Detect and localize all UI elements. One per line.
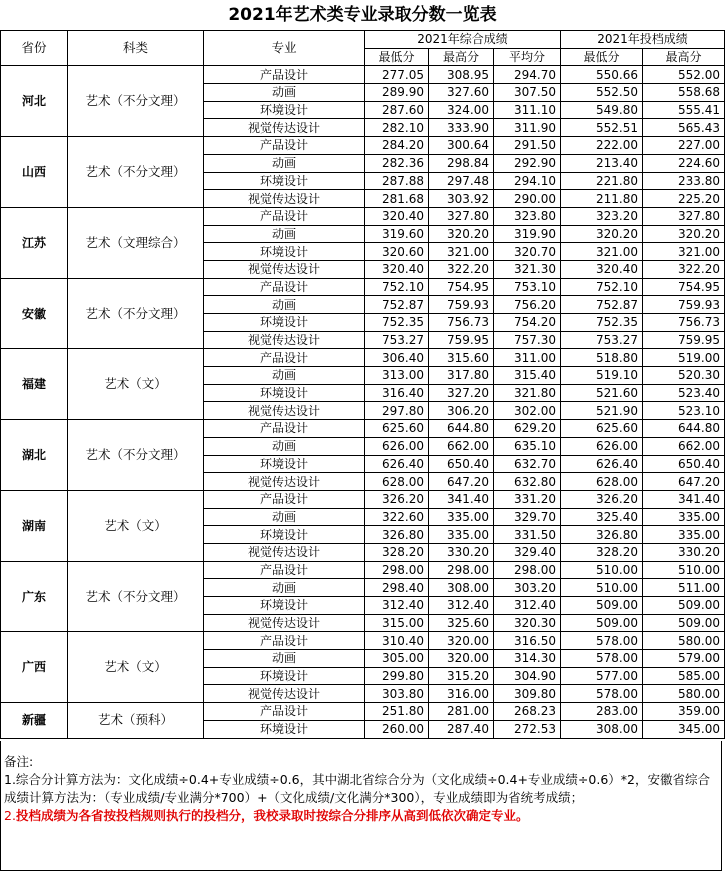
filing-max-cell: 227.00 bbox=[643, 137, 725, 155]
category-cell: 艺术（预科） bbox=[68, 703, 204, 738]
composite-max-cell: 759.93 bbox=[429, 296, 494, 314]
filing-min-cell: 752.87 bbox=[561, 296, 643, 314]
composite-max-cell: 754.95 bbox=[429, 278, 494, 296]
header-major: 专业 bbox=[204, 31, 365, 66]
category-cell: 艺术（文） bbox=[68, 632, 204, 703]
composite-max-cell: 297.48 bbox=[429, 172, 494, 190]
province-cell: 湖北 bbox=[1, 420, 68, 491]
composite-max-cell: 335.00 bbox=[429, 526, 494, 544]
composite-min-cell: 282.10 bbox=[365, 119, 429, 137]
composite-max-cell: 324.00 bbox=[429, 101, 494, 119]
category-cell: 艺术（文） bbox=[68, 490, 204, 561]
filing-min-cell: 578.00 bbox=[561, 632, 643, 650]
filing-max-cell: 585.00 bbox=[643, 667, 725, 685]
composite-min-cell: 326.80 bbox=[365, 526, 429, 544]
notes-label: 备注: bbox=[4, 754, 34, 769]
filing-min-cell: 221.80 bbox=[561, 172, 643, 190]
composite-avg-cell: 304.90 bbox=[494, 667, 561, 685]
filing-min-cell: 320.20 bbox=[561, 225, 643, 243]
major-cell: 产品设计 bbox=[204, 137, 365, 155]
filing-max-cell: 650.40 bbox=[643, 455, 725, 473]
filing-min-cell: 549.80 bbox=[561, 101, 643, 119]
composite-min-cell: 287.88 bbox=[365, 172, 429, 190]
category-cell: 艺术（不分文理） bbox=[68, 66, 204, 137]
filing-min-cell: 326.20 bbox=[561, 490, 643, 508]
filing-max-cell: 759.95 bbox=[643, 331, 725, 349]
filing-min-cell: 320.40 bbox=[561, 260, 643, 278]
filing-max-cell: 345.00 bbox=[643, 720, 725, 738]
composite-avg-cell: 632.80 bbox=[494, 473, 561, 491]
composite-avg-cell: 292.90 bbox=[494, 154, 561, 172]
filing-min-cell: 626.40 bbox=[561, 455, 643, 473]
filing-max-cell: 523.40 bbox=[643, 384, 725, 402]
filing-max-cell: 510.00 bbox=[643, 561, 725, 579]
filing-max-cell: 519.00 bbox=[643, 349, 725, 367]
filing-max-cell: 233.80 bbox=[643, 172, 725, 190]
filing-min-cell: 519.10 bbox=[561, 367, 643, 385]
composite-max-cell: 647.20 bbox=[429, 473, 494, 491]
composite-avg-cell: 632.70 bbox=[494, 455, 561, 473]
filing-min-cell: 328.20 bbox=[561, 543, 643, 561]
composite-min-cell: 298.40 bbox=[365, 579, 429, 597]
header-filing-score: 2021年投档成绩 bbox=[561, 31, 725, 49]
province-cell: 新疆 bbox=[1, 703, 68, 738]
header-category: 科类 bbox=[68, 31, 204, 66]
filing-min-cell: 628.00 bbox=[561, 473, 643, 491]
filing-max-cell: 523.10 bbox=[643, 402, 725, 420]
filing-min-cell: 509.00 bbox=[561, 597, 643, 615]
composite-max-cell: 330.20 bbox=[429, 543, 494, 561]
filing-min-cell: 578.00 bbox=[561, 650, 643, 668]
composite-max-cell: 327.80 bbox=[429, 207, 494, 225]
major-cell: 视觉传达设计 bbox=[204, 119, 365, 137]
composite-max-cell: 320.20 bbox=[429, 225, 494, 243]
table-row bbox=[1, 66, 725, 84]
province-cell: 山西 bbox=[1, 137, 68, 208]
composite-min-cell: 626.40 bbox=[365, 455, 429, 473]
composite-max-cell: 320.00 bbox=[429, 650, 494, 668]
composite-max-cell: 662.00 bbox=[429, 437, 494, 455]
composite-min-cell: 305.00 bbox=[365, 650, 429, 668]
composite-max-cell: 281.00 bbox=[429, 703, 494, 721]
filing-max-cell: 224.60 bbox=[643, 154, 725, 172]
composite-max-cell: 320.00 bbox=[429, 632, 494, 650]
filing-min-cell: 510.00 bbox=[561, 561, 643, 579]
composite-avg-cell: 294.10 bbox=[494, 172, 561, 190]
composite-max-cell: 312.40 bbox=[429, 597, 494, 615]
composite-max-cell: 327.20 bbox=[429, 384, 494, 402]
composite-min-cell: 752.10 bbox=[365, 278, 429, 296]
composite-min-cell: 752.87 bbox=[365, 296, 429, 314]
composite-min-cell: 328.20 bbox=[365, 543, 429, 561]
composite-max-cell: 322.20 bbox=[429, 260, 494, 278]
notes-line-2-prefix: 2. bbox=[4, 808, 16, 823]
province-cell: 湖南 bbox=[1, 490, 68, 561]
filing-max-cell: 322.20 bbox=[643, 260, 725, 278]
filing-min-cell: 626.00 bbox=[561, 437, 643, 455]
composite-min-cell: 320.40 bbox=[365, 260, 429, 278]
composite-avg-cell: 311.00 bbox=[494, 349, 561, 367]
composite-min-cell: 628.00 bbox=[365, 473, 429, 491]
composite-min-cell: 303.80 bbox=[365, 685, 429, 703]
major-cell: 产品设计 bbox=[204, 207, 365, 225]
composite-avg-cell: 319.90 bbox=[494, 225, 561, 243]
filing-min-cell: 577.00 bbox=[561, 667, 643, 685]
major-cell: 视觉传达设计 bbox=[204, 614, 365, 632]
major-cell: 环境设计 bbox=[204, 243, 365, 261]
composite-max-cell: 298.00 bbox=[429, 561, 494, 579]
filing-min-cell: 308.00 bbox=[561, 720, 643, 738]
filing-max-cell: 511.00 bbox=[643, 579, 725, 597]
filing-max-cell: 509.00 bbox=[643, 614, 725, 632]
composite-max-cell: 650.40 bbox=[429, 455, 494, 473]
composite-max-cell: 306.20 bbox=[429, 402, 494, 420]
composite-max-cell: 335.00 bbox=[429, 508, 494, 526]
table-row bbox=[1, 207, 725, 225]
table-row bbox=[1, 278, 725, 296]
notes-line-1: 1.综合分计算方法为：文化成绩÷0.4+专业成绩÷0.6，其中湖北省综合分为（文化成绩÷0.4+专业成绩÷0.6）*2，安徽省综合成绩计算方法为：（专业成绩/专业满分*700）+（文化成绩/文化满分*300），专业成绩即为省统考成绩； bbox=[4, 772, 710, 805]
filing-max-cell: 647.20 bbox=[643, 473, 725, 491]
composite-min-cell: 299.80 bbox=[365, 667, 429, 685]
composite-min-cell: 312.40 bbox=[365, 597, 429, 615]
composite-avg-cell: 635.10 bbox=[494, 437, 561, 455]
category-cell: 艺术（不分文理） bbox=[68, 278, 204, 349]
composite-max-cell: 300.64 bbox=[429, 137, 494, 155]
major-cell: 环境设计 bbox=[204, 597, 365, 615]
filing-max-cell: 565.43 bbox=[643, 119, 725, 137]
major-cell: 环境设计 bbox=[204, 720, 365, 738]
composite-min-cell: 310.40 bbox=[365, 632, 429, 650]
filing-min-cell: 509.00 bbox=[561, 614, 643, 632]
major-cell: 产品设计 bbox=[204, 66, 365, 84]
composite-avg-cell: 268.23 bbox=[494, 703, 561, 721]
header-filing-max: 最高分 bbox=[643, 48, 725, 66]
filing-max-cell: 558.68 bbox=[643, 84, 725, 102]
composite-avg-cell: 307.50 bbox=[494, 84, 561, 102]
composite-avg-cell: 629.20 bbox=[494, 420, 561, 438]
header-composite-score: 2021年综合成绩 bbox=[365, 31, 561, 49]
major-cell: 环境设计 bbox=[204, 526, 365, 544]
admission-score-table bbox=[0, 30, 725, 739]
filing-max-cell: 520.30 bbox=[643, 367, 725, 385]
major-cell: 产品设计 bbox=[204, 420, 365, 438]
composite-avg-cell: 315.40 bbox=[494, 367, 561, 385]
filing-min-cell: 326.80 bbox=[561, 526, 643, 544]
filing-max-cell: 580.00 bbox=[643, 632, 725, 650]
composite-max-cell: 644.80 bbox=[429, 420, 494, 438]
notes-line-2 bbox=[4, 807, 721, 825]
filing-min-cell: 550.66 bbox=[561, 66, 643, 84]
province-cell: 广东 bbox=[1, 561, 68, 632]
composite-avg-cell: 309.80 bbox=[494, 685, 561, 703]
category-cell: 艺术（不分文理） bbox=[68, 561, 204, 632]
composite-avg-cell: 290.00 bbox=[494, 190, 561, 208]
filing-min-cell: 625.60 bbox=[561, 420, 643, 438]
composite-max-cell: 308.00 bbox=[429, 579, 494, 597]
composite-max-cell: 325.60 bbox=[429, 614, 494, 632]
filing-min-cell: 325.40 bbox=[561, 508, 643, 526]
filing-min-cell: 518.80 bbox=[561, 349, 643, 367]
composite-min-cell: 316.40 bbox=[365, 384, 429, 402]
notes-line-2-text: 投档成绩为各省按投档规则执行的投档分，我校录取时按综合分排序从高到低依次确定专业。 bbox=[15, 808, 529, 823]
composite-avg-cell: 754.20 bbox=[494, 314, 561, 332]
composite-min-cell: 287.60 bbox=[365, 101, 429, 119]
composite-min-cell: 320.40 bbox=[365, 207, 429, 225]
filing-max-cell: 552.00 bbox=[643, 66, 725, 84]
composite-max-cell: 303.92 bbox=[429, 190, 494, 208]
major-cell: 动画 bbox=[204, 225, 365, 243]
composite-max-cell: 759.95 bbox=[429, 331, 494, 349]
composite-max-cell: 333.90 bbox=[429, 119, 494, 137]
composite-max-cell: 321.00 bbox=[429, 243, 494, 261]
filing-min-cell: 510.00 bbox=[561, 579, 643, 597]
major-cell: 产品设计 bbox=[204, 632, 365, 650]
province-cell: 江苏 bbox=[1, 207, 68, 278]
composite-min-cell: 289.90 bbox=[365, 84, 429, 102]
major-cell: 视觉传达设计 bbox=[204, 685, 365, 703]
table-row bbox=[1, 490, 725, 508]
composite-avg-cell: 316.50 bbox=[494, 632, 561, 650]
filing-max-cell: 662.00 bbox=[643, 437, 725, 455]
major-cell: 动画 bbox=[204, 650, 365, 668]
filing-min-cell: 578.00 bbox=[561, 685, 643, 703]
composite-min-cell: 315.00 bbox=[365, 614, 429, 632]
major-cell: 视觉传达设计 bbox=[204, 543, 365, 561]
notes-section bbox=[0, 741, 722, 871]
filing-max-cell: 225.20 bbox=[643, 190, 725, 208]
composite-avg-cell: 757.30 bbox=[494, 331, 561, 349]
filing-min-cell: 521.60 bbox=[561, 384, 643, 402]
composite-min-cell: 313.00 bbox=[365, 367, 429, 385]
composite-avg-cell: 312.40 bbox=[494, 597, 561, 615]
composite-avg-cell: 756.20 bbox=[494, 296, 561, 314]
table-body bbox=[1, 66, 725, 738]
composite-min-cell: 298.00 bbox=[365, 561, 429, 579]
filing-max-cell: 580.00 bbox=[643, 685, 725, 703]
composite-max-cell: 298.84 bbox=[429, 154, 494, 172]
composite-min-cell: 320.60 bbox=[365, 243, 429, 261]
major-cell: 动画 bbox=[204, 367, 365, 385]
major-cell: 视觉传达设计 bbox=[204, 402, 365, 420]
major-cell: 动画 bbox=[204, 579, 365, 597]
composite-avg-cell: 329.70 bbox=[494, 508, 561, 526]
major-cell: 环境设计 bbox=[204, 314, 365, 332]
major-cell: 视觉传达设计 bbox=[204, 260, 365, 278]
filing-max-cell: 327.80 bbox=[643, 207, 725, 225]
composite-min-cell: 752.35 bbox=[365, 314, 429, 332]
filing-min-cell: 752.10 bbox=[561, 278, 643, 296]
page-title: 2021年艺术类专业录取分数一览表 bbox=[228, 5, 497, 25]
table-row bbox=[1, 561, 725, 579]
filing-max-cell: 756.73 bbox=[643, 314, 725, 332]
filing-max-cell: 341.40 bbox=[643, 490, 725, 508]
composite-avg-cell: 298.00 bbox=[494, 561, 561, 579]
filing-min-cell: 283.00 bbox=[561, 703, 643, 721]
composite-avg-cell: 314.30 bbox=[494, 650, 561, 668]
major-cell: 产品设计 bbox=[204, 561, 365, 579]
filing-max-cell: 330.20 bbox=[643, 543, 725, 561]
composite-avg-cell: 294.70 bbox=[494, 66, 561, 84]
province-cell: 河北 bbox=[1, 66, 68, 137]
composite-avg-cell: 753.10 bbox=[494, 278, 561, 296]
composite-avg-cell: 311.90 bbox=[494, 119, 561, 137]
major-cell: 产品设计 bbox=[204, 349, 365, 367]
composite-avg-cell: 303.20 bbox=[494, 579, 561, 597]
composite-min-cell: 626.00 bbox=[365, 437, 429, 455]
table-row bbox=[1, 137, 725, 155]
filing-min-cell: 321.00 bbox=[561, 243, 643, 261]
category-cell: 艺术（文理综合） bbox=[68, 207, 204, 278]
table-row bbox=[1, 632, 725, 650]
composite-avg-cell: 320.70 bbox=[494, 243, 561, 261]
major-cell: 视觉传达设计 bbox=[204, 190, 365, 208]
category-cell: 艺术（文） bbox=[68, 349, 204, 420]
composite-max-cell: 756.73 bbox=[429, 314, 494, 332]
header-composite-min: 最低分 bbox=[365, 48, 429, 66]
composite-min-cell: 625.60 bbox=[365, 420, 429, 438]
major-cell: 产品设计 bbox=[204, 490, 365, 508]
major-cell: 环境设计 bbox=[204, 667, 365, 685]
major-cell: 视觉传达设计 bbox=[204, 331, 365, 349]
filing-min-cell: 552.50 bbox=[561, 84, 643, 102]
composite-max-cell: 327.60 bbox=[429, 84, 494, 102]
major-cell: 动画 bbox=[204, 154, 365, 172]
composite-max-cell: 315.60 bbox=[429, 349, 494, 367]
filing-max-cell: 321.00 bbox=[643, 243, 725, 261]
filing-min-cell: 552.51 bbox=[561, 119, 643, 137]
filing-max-cell: 335.00 bbox=[643, 508, 725, 526]
composite-min-cell: 297.80 bbox=[365, 402, 429, 420]
filing-max-cell: 644.80 bbox=[643, 420, 725, 438]
header-filing-min: 最低分 bbox=[561, 48, 643, 66]
composite-max-cell: 341.40 bbox=[429, 490, 494, 508]
major-cell: 环境设计 bbox=[204, 455, 365, 473]
filing-max-cell: 754.95 bbox=[643, 278, 725, 296]
major-cell: 动画 bbox=[204, 296, 365, 314]
composite-max-cell: 316.00 bbox=[429, 685, 494, 703]
composite-min-cell: 277.05 bbox=[365, 66, 429, 84]
header-province: 省份 bbox=[1, 31, 68, 66]
composite-min-cell: 306.40 bbox=[365, 349, 429, 367]
major-cell: 产品设计 bbox=[204, 703, 365, 721]
major-cell: 环境设计 bbox=[204, 172, 365, 190]
filing-max-cell: 555.41 bbox=[643, 101, 725, 119]
major-cell: 环境设计 bbox=[204, 101, 365, 119]
composite-avg-cell: 331.20 bbox=[494, 490, 561, 508]
filing-min-cell: 222.00 bbox=[561, 137, 643, 155]
filing-max-cell: 759.93 bbox=[643, 296, 725, 314]
composite-avg-cell: 272.53 bbox=[494, 720, 561, 738]
composite-min-cell: 251.80 bbox=[365, 703, 429, 721]
filing-min-cell: 521.90 bbox=[561, 402, 643, 420]
table-row bbox=[1, 349, 725, 367]
table-row bbox=[1, 703, 725, 721]
composite-avg-cell: 331.50 bbox=[494, 526, 561, 544]
filing-min-cell: 213.40 bbox=[561, 154, 643, 172]
category-cell: 艺术（不分文理） bbox=[68, 137, 204, 208]
composite-max-cell: 317.80 bbox=[429, 367, 494, 385]
filing-min-cell: 753.27 bbox=[561, 331, 643, 349]
filing-max-cell: 320.20 bbox=[643, 225, 725, 243]
composite-min-cell: 753.27 bbox=[365, 331, 429, 349]
composite-avg-cell: 329.40 bbox=[494, 543, 561, 561]
province-cell: 广西 bbox=[1, 632, 68, 703]
composite-min-cell: 322.60 bbox=[365, 508, 429, 526]
composite-min-cell: 281.68 bbox=[365, 190, 429, 208]
composite-min-cell: 282.36 bbox=[365, 154, 429, 172]
composite-avg-cell: 323.80 bbox=[494, 207, 561, 225]
composite-avg-cell: 302.00 bbox=[494, 402, 561, 420]
major-cell: 动画 bbox=[204, 84, 365, 102]
composite-min-cell: 284.20 bbox=[365, 137, 429, 155]
filing-min-cell: 211.80 bbox=[561, 190, 643, 208]
composite-avg-cell: 321.30 bbox=[494, 260, 561, 278]
category-cell: 艺术（不分文理） bbox=[68, 420, 204, 491]
province-cell: 福建 bbox=[1, 349, 68, 420]
major-cell: 视觉传达设计 bbox=[204, 473, 365, 491]
filing-max-cell: 335.00 bbox=[643, 526, 725, 544]
composite-min-cell: 326.20 bbox=[365, 490, 429, 508]
composite-avg-cell: 321.80 bbox=[494, 384, 561, 402]
header-composite-avg: 平均分 bbox=[494, 48, 561, 66]
filing-max-cell: 359.00 bbox=[643, 703, 725, 721]
filing-min-cell: 323.20 bbox=[561, 207, 643, 225]
province-cell: 安徽 bbox=[1, 278, 68, 349]
composite-max-cell: 308.95 bbox=[429, 66, 494, 84]
major-cell: 产品设计 bbox=[204, 278, 365, 296]
table-row bbox=[1, 420, 725, 438]
filing-max-cell: 509.00 bbox=[643, 597, 725, 615]
composite-min-cell: 260.00 bbox=[365, 720, 429, 738]
major-cell: 动画 bbox=[204, 437, 365, 455]
header-composite-max: 最高分 bbox=[429, 48, 494, 66]
composite-max-cell: 287.40 bbox=[429, 720, 494, 738]
composite-max-cell: 315.20 bbox=[429, 667, 494, 685]
filing-max-cell: 579.00 bbox=[643, 650, 725, 668]
filing-min-cell: 752.35 bbox=[561, 314, 643, 332]
major-cell: 动画 bbox=[204, 508, 365, 526]
composite-avg-cell: 320.30 bbox=[494, 614, 561, 632]
composite-min-cell: 319.60 bbox=[365, 225, 429, 243]
major-cell: 环境设计 bbox=[204, 384, 365, 402]
composite-avg-cell: 311.10 bbox=[494, 101, 561, 119]
composite-avg-cell: 291.50 bbox=[494, 137, 561, 155]
